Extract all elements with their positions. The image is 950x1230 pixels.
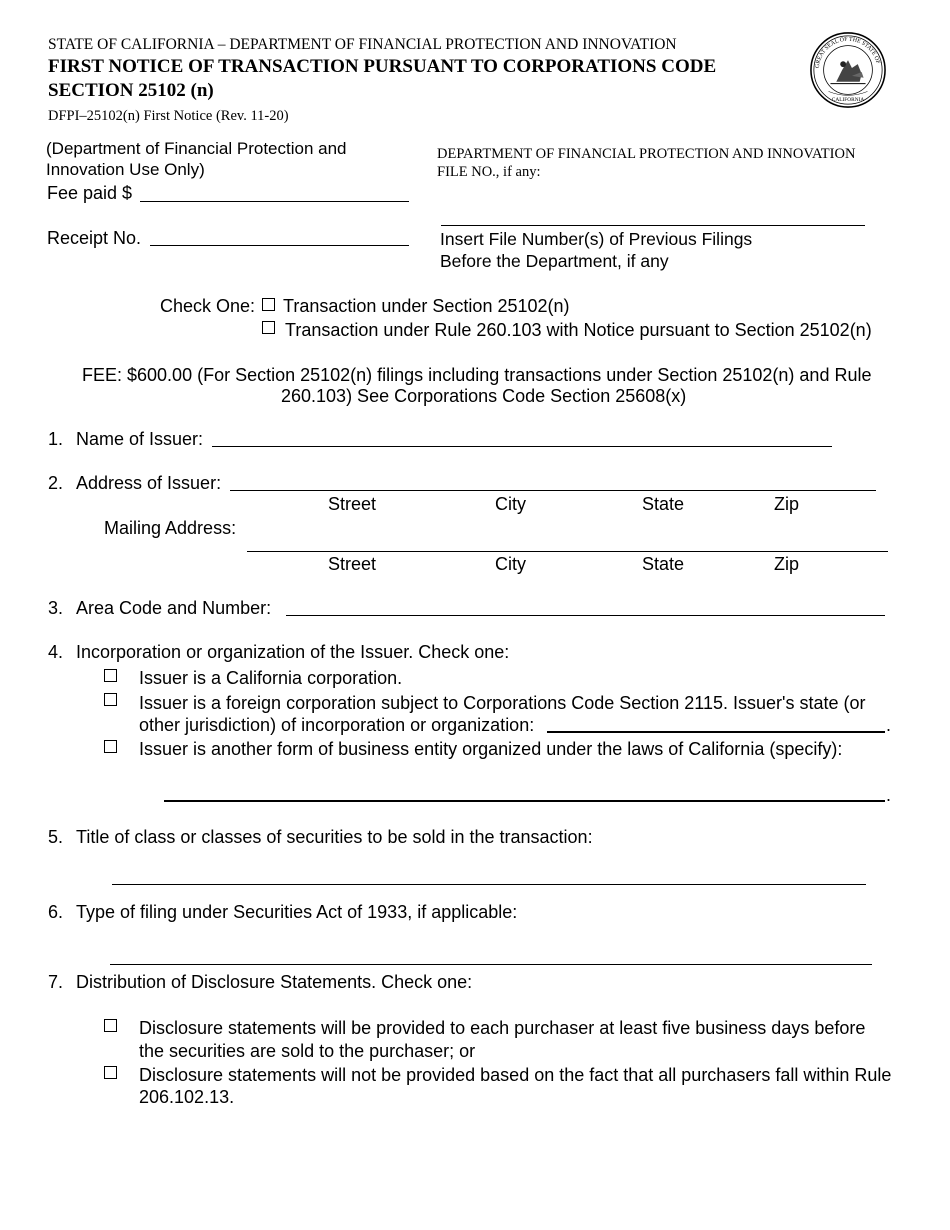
california-corporation-checkbox[interactable] (104, 669, 117, 682)
phone-label: Area Code and Number: (76, 598, 272, 618)
filing-type-field[interactable] (110, 964, 872, 965)
disclosure-provided-label-line2: the securities are sold to the purchaser; or (139, 1041, 476, 1061)
item-1-number: 1. (48, 429, 64, 449)
fee-text-line2: 260.103) See Corporations Code Section 25608(x) (281, 386, 687, 406)
disclosure-label: Distribution of Disclosure Statements. Check one: (76, 972, 473, 992)
item-5-number: 5. (48, 827, 64, 847)
transaction-rule-260103-checkbox[interactable] (262, 321, 275, 334)
item-7-number: 7. (48, 972, 64, 992)
receipt-no-label: Receipt No. (47, 228, 142, 248)
transaction-rule-260103-label: Transaction under Rule 260.103 with Notice pursuant to Section 25102(n) (285, 320, 872, 340)
file-no-caption-line1: Insert File Number(s) of Previous Filings (440, 229, 753, 249)
svg-text:GREAT SEAL OF THE STATE OF: GREAT SEAL OF THE STATE OF (814, 36, 881, 69)
address-street-caption: Street (328, 494, 377, 514)
issuer-name-label: Name of Issuer: (76, 429, 204, 449)
disclosure-not-provided-checkbox[interactable] (104, 1066, 117, 1079)
incorporation-label: Incorporation or organization of the Issuer. Check one: (76, 642, 510, 662)
file-no-field[interactable] (441, 225, 865, 226)
address-city-caption: City (495, 494, 526, 514)
jurisdiction-period: . (886, 715, 892, 735)
phone-field[interactable] (286, 615, 885, 616)
agency-name: STATE OF CALIFORNIA – DEPARTMENT OF FINANCIAL PROTECTION AND INNOVATION (48, 36, 677, 53)
item-3-number: 3. (48, 598, 64, 618)
foreign-corporation-checkbox[interactable] (104, 693, 117, 706)
address-zip-caption: Zip (774, 494, 800, 514)
california-corporation-label: Issuer is a California corporation. (139, 668, 403, 688)
item-2-number: 2. (48, 473, 64, 493)
file-no-label-line1: DEPARTMENT OF FINANCIAL PROTECTION AND INNOVATION (437, 146, 856, 162)
item-4-number: 4. (48, 642, 64, 662)
issuer-name-field[interactable] (212, 446, 832, 447)
transaction-25102n-label: Transaction under Section 25102(n) (283, 296, 570, 316)
form-title-line1: FIRST NOTICE OF TRANSACTION PURSUANT TO CORPORATIONS CODE (48, 56, 717, 77)
office-use-label-line2: Innovation Use Only) (46, 160, 205, 179)
mailing-city-caption: City (495, 554, 526, 574)
form-title-line2: SECTION 25102 (n) (48, 80, 214, 101)
disclosure-provided-label-line1: Disclosure statements will be provided to each purchaser at least five business days before (139, 1018, 866, 1038)
address-state-caption: State (642, 494, 685, 514)
disclosure-not-provided-label-line1: Disclosure statements will not be provided based on the fact that all purchasers fall within Rule (139, 1065, 892, 1085)
foreign-corporation-label-line1: Issuer is a foreign corporation subject to Corporations Code Section 2115. Issuer's state (or (139, 693, 866, 713)
filing-type-label: Type of filing under Securities Act of 1933, if applicable: (76, 902, 518, 922)
mailing-street-caption: Street (328, 554, 377, 574)
transaction-25102n-checkbox[interactable] (262, 298, 275, 311)
jurisdiction-field[interactable] (547, 731, 885, 733)
mailing-address-label: Mailing Address: (104, 518, 237, 538)
other-entity-checkbox[interactable] (104, 740, 117, 753)
receipt-no-field[interactable] (150, 245, 409, 246)
mailing-address-field[interactable] (247, 551, 888, 552)
svg-text:CALIFORNIA: CALIFORNIA (831, 97, 865, 104)
foreign-corporation-label-line2: other jurisdiction) of incorporation or organization: (139, 715, 535, 735)
item-6-number: 6. (48, 902, 64, 922)
form-id: DFPI–25102(n) First Notice (Rev. 11-20) (48, 108, 289, 124)
securities-class-field[interactable] (112, 884, 866, 885)
other-entity-specify-field[interactable] (164, 800, 885, 802)
file-no-caption-line2: Before the Department, if any (440, 251, 669, 271)
disclosure-not-provided-label-line2: 206.102.13. (139, 1087, 235, 1107)
office-use-label-line1: (Department of Financial Protection and (46, 139, 347, 158)
fee-paid-field[interactable] (140, 201, 409, 202)
mailing-zip-caption: Zip (774, 554, 800, 574)
fee-paid-label: Fee paid $ (47, 183, 133, 203)
file-no-label-line2: FILE NO., if any: (437, 164, 541, 180)
check-one-label: Check One: (160, 296, 256, 316)
other-entity-label: Issuer is another form of business entity organized under the laws of California (specify): (139, 739, 843, 759)
fee-text-line1: FEE: $600.00 (For Section 25102(n) filings including transactions under Section 25102(n) and Rule (82, 365, 872, 385)
other-entity-period: . (886, 785, 892, 805)
issuer-address-label: Address of Issuer: (76, 473, 222, 493)
securities-class-label: Title of class or classes of securities to be sold in the transaction: (76, 827, 593, 847)
issuer-address-field[interactable] (230, 490, 876, 491)
mailing-state-caption: State (642, 554, 685, 574)
state-seal-icon (809, 31, 887, 109)
disclosure-provided-checkbox[interactable] (104, 1019, 117, 1032)
